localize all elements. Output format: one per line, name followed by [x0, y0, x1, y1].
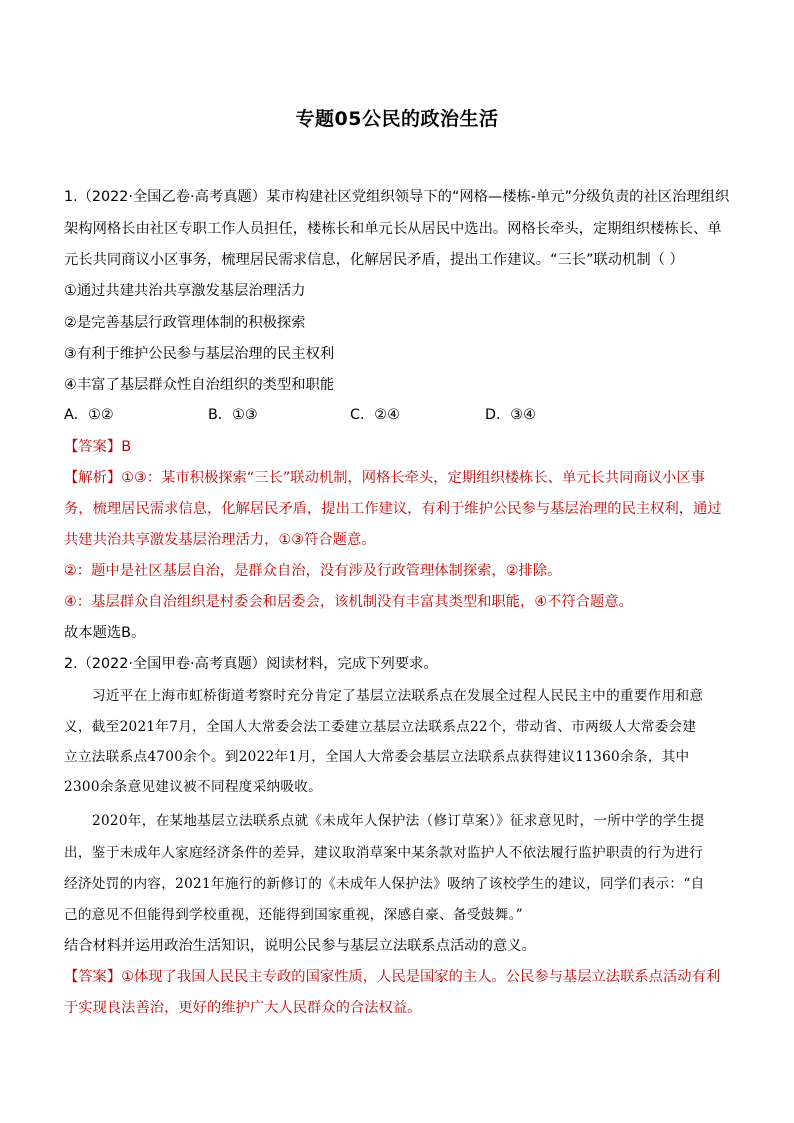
q1-analysis-line: ②：题中是社区基层自治，是群众自治，没有涉及行政管理体制探索，②排除。 — [64, 563, 562, 579]
q1-options — [64, 405, 734, 427]
q1-analysis-line: 共建共治共享激发基层治理活力，①③符合题意。 — [64, 532, 376, 548]
q1-option-b: B．①③ — [208, 407, 258, 423]
q1-option-c: C．②④ — [350, 407, 400, 423]
q2-header: 2.（2022·全国甲卷·高考真题）阅读材料，完成下列要求。 — [64, 656, 438, 672]
q1-option-a: A．①② — [64, 407, 114, 423]
q1-stem-line: 元长共同商议小区事务，梳理居民需求信息，化解居民矛盾，提出工作建议。“三长”联动机制（ ） — [64, 252, 684, 268]
q2-material-line: 义，截至2021年7月，全国人大常委会法工委建立基层立法联系点22个，带动省、市两级人大常委会建 — [64, 719, 697, 735]
q2-material-line: 立立法联系点4700余个。到2022年1月，全国人大常委会基层立法联系点获得建议11360余条，其中 — [64, 749, 690, 765]
q1-analysis-line: ④：基层群众自治组织是村委会和居委会，该机制没有丰富其类型和职能，④不符合题意。 — [64, 594, 633, 610]
q1-analysis-tag: 【解析】 — [64, 470, 122, 486]
q2-material-line: 习近平在上海市虹桥街道考察时充分肯定了基层立法联系点在发展全过程人民民主中的重要作用和意 — [92, 688, 704, 704]
q1-answer-tag: 【答案】 — [64, 439, 122, 455]
q2-answer-line — [64, 967, 734, 987]
q1-statement: ①通过共建共治共享激发基层治理活力 — [64, 283, 306, 299]
q1-stem-line: 架构网格长由社区专职工作人员担任，楼栋长和单元长从居民中选出。网格长牵头，定期组织楼栋长、单 — [64, 221, 722, 237]
q1-conclusion: 故本题选B。 — [64, 625, 146, 641]
q1-analysis-line — [64, 468, 734, 488]
q1-answer — [64, 437, 734, 457]
q1-statement: ②是完善基层行政管理体制的积极探索 — [64, 315, 306, 331]
q1-analysis-line: 务，梳理居民需求信息，化解居民矛盾，提出工作建议，有利于维护公民参与基层治理的民主权利，通过 — [64, 501, 722, 517]
q2-material-line: 出，鉴于未成年人家庭经济条件的差异，建议取消草案中某条款对监护人不依法履行监护职责的行为进行 — [64, 845, 704, 861]
q1-analysis-text: ①③：某市积极探索“三长”联动机制，网格长牵头，定期组织楼栋长、单元长共同商议小区事 — [121, 470, 705, 486]
q1-statement: ③有利于维护公民参与基层治理的民主权利 — [64, 346, 335, 362]
q1-statement: ④丰富了基层群众性自治组织的类型和职能 — [64, 377, 335, 393]
q2-answer-tag: 【答案】 — [64, 969, 122, 985]
page-title: 专题05公民的政治生活 — [295, 108, 499, 130]
q2-material-line: 2020年，在某地基层立法联系点就《未成年人保护法（修订草案）》征求意见时，一所中学的学生提 — [92, 813, 705, 829]
q2-answer-line: 于实现良法善治，更好的维护广大人民群众的合法权益。 — [64, 1000, 422, 1016]
q1-stem-line: 1.（2022·全国乙卷·高考真题）某市构建社区党组织领导下的“网格—楼栋-单元”分级负责的社区治理组织 — [64, 189, 730, 205]
q1-answer-value: B — [121, 439, 131, 455]
q2-material-line: 经济处罚的内容，2021年施行的新修订的《未成年人保护法》吸纳了该校学生的建议，同学们表示：“自 — [64, 876, 705, 892]
q1-option-d: D．③④ — [485, 407, 536, 423]
q2-answer-text: ①体现了我国人民民主专政的国家性质，人民是国家的主人。公民参与基层立法联系点活动有利 — [121, 969, 721, 985]
q2-material-line: 己的意见不但能得到学校重视，还能得到国家重视，深感自豪、备受鼓舞。” — [64, 907, 523, 923]
q2-prompt: 结合材料并运用政治生活知识，说明公民参与基层立法联系点活动的意义。 — [64, 938, 536, 954]
q2-material-line: 2300余条意见建议被不同程度采纳吸收。 — [64, 779, 323, 795]
